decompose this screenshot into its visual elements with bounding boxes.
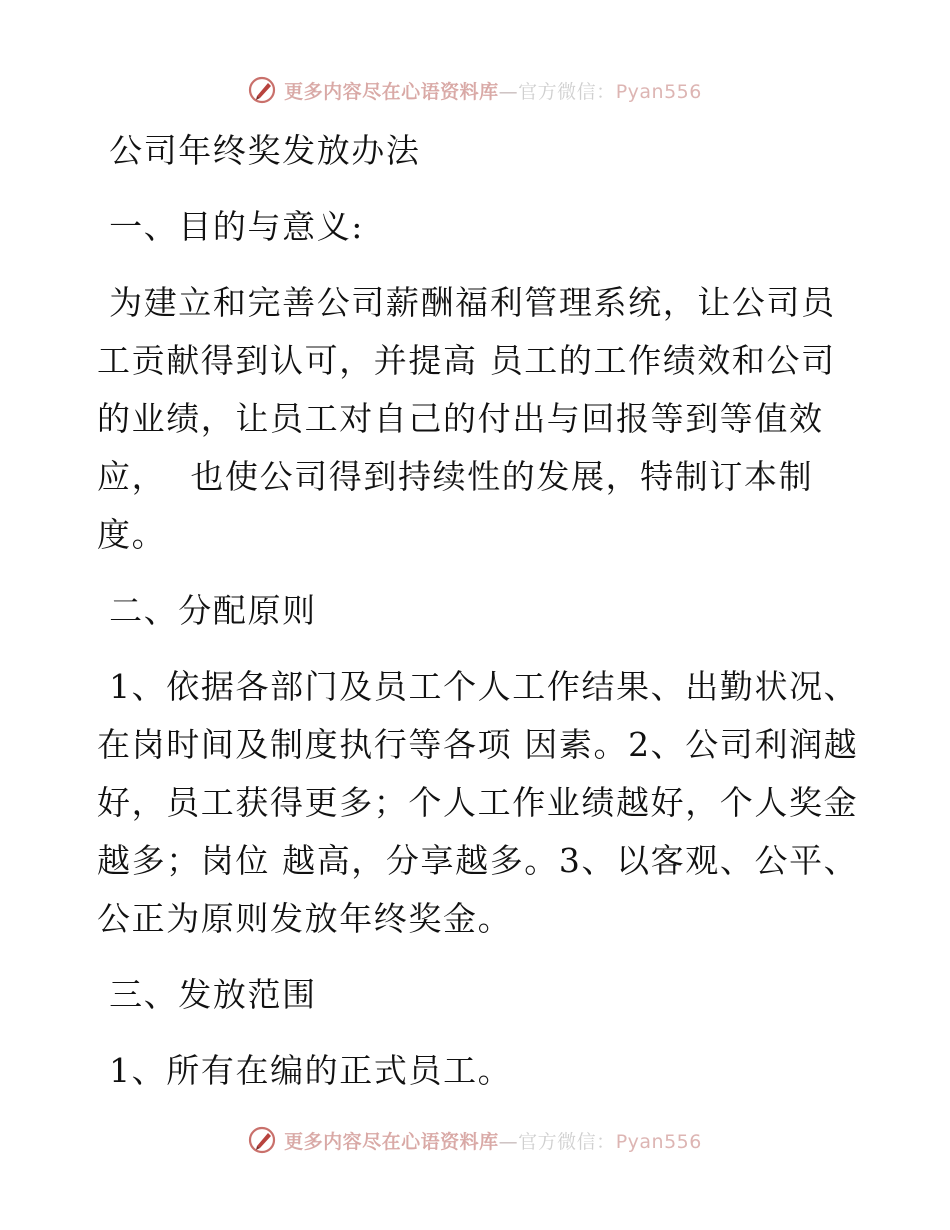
document-title: 公司年终奖发放办法 bbox=[97, 131, 421, 170]
paragraph-line: 公正为原则发放年终奖金。 bbox=[97, 899, 513, 938]
paragraph-line: 好，员工获得更多；个人工作业绩越好，个人奖金 bbox=[97, 783, 859, 822]
pen-circle-logo-icon bbox=[248, 75, 278, 105]
paragraph-line: 工贡献得到认可，并提高 员工的工作绩效和公司 bbox=[97, 341, 836, 380]
header-watermark bbox=[0, 72, 950, 108]
watermark-wechat-id: Pyan556 bbox=[615, 80, 702, 103]
paragraph-line: 1、依据各部门及员工个人工作结果、出勤状况、 bbox=[97, 667, 859, 706]
watermark-separator: — bbox=[498, 1130, 519, 1153]
watermark-wechat-id: Pyan556 bbox=[615, 1130, 702, 1153]
pen-circle-logo-icon bbox=[248, 1125, 278, 1155]
watermark-text bbox=[284, 1127, 702, 1154]
paragraph-line: 在岗时间及制度执行等各项 因素。2、公司利润越 bbox=[97, 725, 859, 764]
watermark-separator: — bbox=[498, 80, 519, 103]
paragraph-line: 度。 bbox=[97, 515, 167, 554]
paragraph-line: 为建立和完善公司薪酬福利管理系统，让公司员 bbox=[97, 283, 836, 322]
document-body bbox=[97, 122, 857, 1100]
footer-watermark bbox=[0, 1122, 950, 1158]
paragraph-line: 应， 也使公司得到持续性的发展，特制订本制 bbox=[97, 457, 814, 496]
paragraph-line: 1、所有在编的正式员工。 bbox=[97, 1051, 513, 1090]
watermark-text bbox=[284, 77, 702, 104]
paragraph-line: 的业绩，让员工对自己的付出与回报等到等值效 bbox=[97, 399, 824, 438]
section-heading-scope: 三、发放范围 bbox=[97, 975, 317, 1014]
paragraph-line: 越多；岗位 越高，分享越多。3、以客观、公平、 bbox=[97, 841, 859, 880]
watermark-brand: 更多内容尽在心语资料库 bbox=[284, 1130, 499, 1153]
section-heading-principles: 二、分配原则 bbox=[97, 591, 317, 630]
watermark-brand: 更多内容尽在心语资料库 bbox=[284, 80, 499, 103]
section-heading-purpose: 一、目的与意义: bbox=[97, 207, 365, 246]
watermark-wechat-label: 官方微信： bbox=[518, 1130, 616, 1153]
watermark-wechat-label: 官方微信： bbox=[518, 80, 616, 103]
